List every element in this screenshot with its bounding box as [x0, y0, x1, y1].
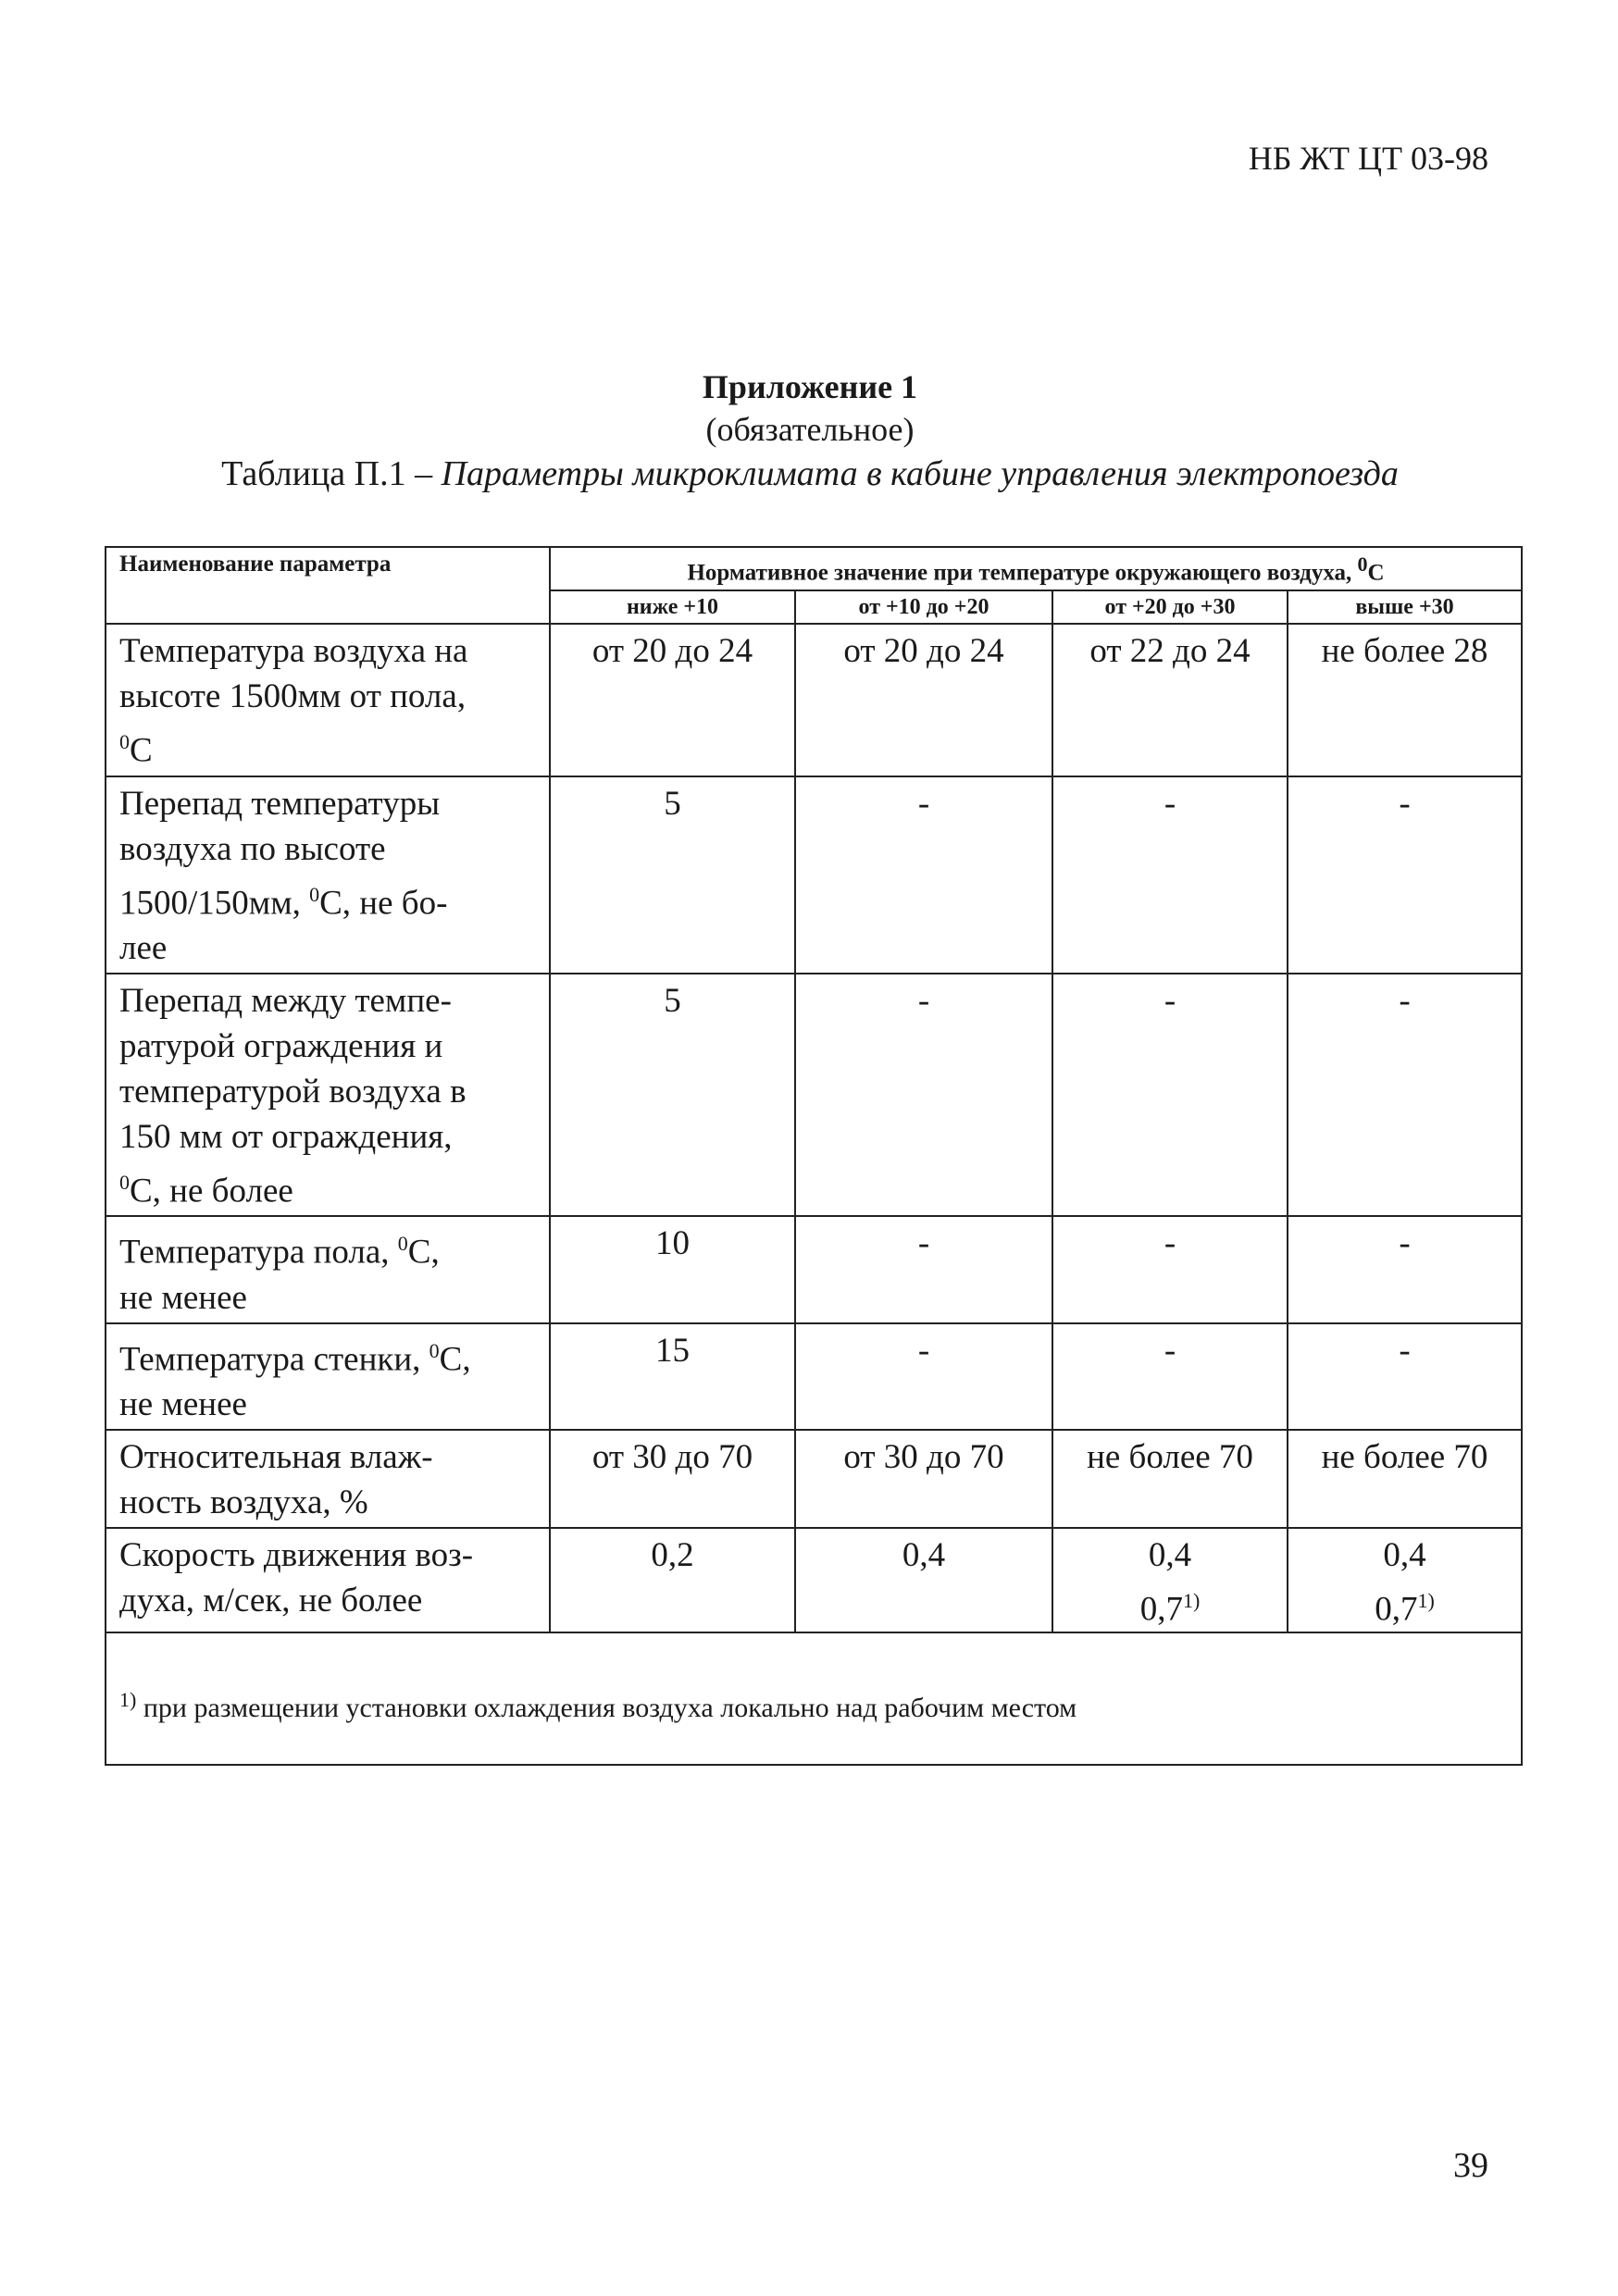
value-cell: не более 28 [1288, 624, 1522, 776]
param-floor-temperature: Температура пола, $^0$С, не менее [106, 1216, 550, 1322]
value-cell: от 30 до 70 [550, 1430, 795, 1528]
table-caption [102, 451, 1518, 497]
table-row [106, 974, 1522, 1216]
param-air-temperature: Температура воздуха на высоте 1500мм от пола, $^0$С [106, 624, 550, 776]
footnote-mark: 1) [119, 1688, 137, 1712]
value-cell: от 20 до 24 [550, 624, 795, 776]
param-relative-humidity: Относительная влаж- ность воздуха, % [106, 1430, 550, 1528]
table-row [106, 1216, 1522, 1322]
subheader-20-to-30: от +20 до +30 [1052, 590, 1288, 624]
value-cell: - [1052, 776, 1288, 974]
value-cell: - [1052, 1216, 1288, 1322]
value-cell: - [1052, 974, 1288, 1216]
param-wall-temperature: Температура стенки, $^0$С, не менее [106, 1323, 550, 1430]
value-cell: 5 [550, 776, 795, 974]
value-cell: не более 70 [1288, 1430, 1522, 1528]
value-cell: - [1288, 1216, 1522, 1322]
value-cell: 0,4 0,7$^{1)}$ [1052, 1528, 1288, 1632]
document-code: НБ ЖТ ЦТ 03-98 [1248, 140, 1488, 177]
value-cell: - [1288, 776, 1522, 974]
table-row [106, 1323, 1522, 1430]
table-row [106, 776, 1522, 974]
caption-prefix: Таблица П.1 – [221, 454, 442, 493]
value-cell: - [1288, 974, 1522, 1216]
value-cell: - [795, 1216, 1052, 1322]
microclimate-table [105, 546, 1523, 1766]
footnote-row [106, 1632, 1522, 1765]
value-cell: 0,4 0,7$^{1)}$ [1288, 1528, 1522, 1632]
value-cell: - [1288, 1323, 1522, 1430]
value-cell: не более 70 [1052, 1430, 1288, 1528]
degree-mark: 0 [1357, 552, 1368, 576]
footnote-text: при размещении установки охлаждения воздуха локально над рабочим местом [136, 1693, 1077, 1724]
param-air-velocity: Скорость движения воз- духа, м/сек, не более [106, 1528, 550, 1632]
value-cell: - [795, 974, 1052, 1216]
appendix-status: (обязательное) [705, 411, 915, 448]
subheader-below-10: ниже +10 [550, 590, 795, 624]
table-row [106, 1528, 1522, 1632]
value-cell: 15 [550, 1323, 795, 1430]
subheader-10-to-20: от +10 до +20 [795, 590, 1052, 624]
value-cell: 10 [550, 1216, 795, 1322]
appendix-title: Приложение 1 [702, 368, 918, 405]
subheader-above-30: выше +30 [1288, 590, 1522, 624]
value-cell: от 30 до 70 [795, 1430, 1052, 1528]
header-parameter-name: Наименование параметра [106, 547, 550, 624]
value-cell: от 22 до 24 [1052, 624, 1288, 776]
value-cell: 5 [550, 974, 795, 1216]
value-cell: 0,4 [795, 1528, 1052, 1632]
footnote [106, 1632, 1522, 1765]
title-block [102, 366, 1518, 497]
table-row [106, 624, 1522, 776]
value-cell: от 20 до 24 [795, 624, 1052, 776]
value-cell: - [795, 1323, 1052, 1430]
value-cell: - [795, 776, 1052, 974]
value-cell: 0,2 [550, 1528, 795, 1632]
table-header-row [106, 547, 1522, 590]
value-cell: - [1052, 1323, 1288, 1430]
param-enclosure-air-difference: Перепад между темпе- ратурой ограждения и температурой воздуха в 150 мм от ограждения, $^0$С, не более [106, 974, 550, 1216]
table-row [106, 1430, 1522, 1528]
param-vertical-temperature-difference: Перепад температуры воздуха по высоте 1500/150мм, $^0$С, не бо- лее [106, 776, 550, 974]
page-number: 39 [1453, 2146, 1488, 2185]
caption-title: Параметры микроклимата в кабине управления электропоезда [441, 454, 1399, 493]
header-normative-value: Нормативное значение при температуре окружающего воздуха, $^0$С [550, 547, 1522, 590]
